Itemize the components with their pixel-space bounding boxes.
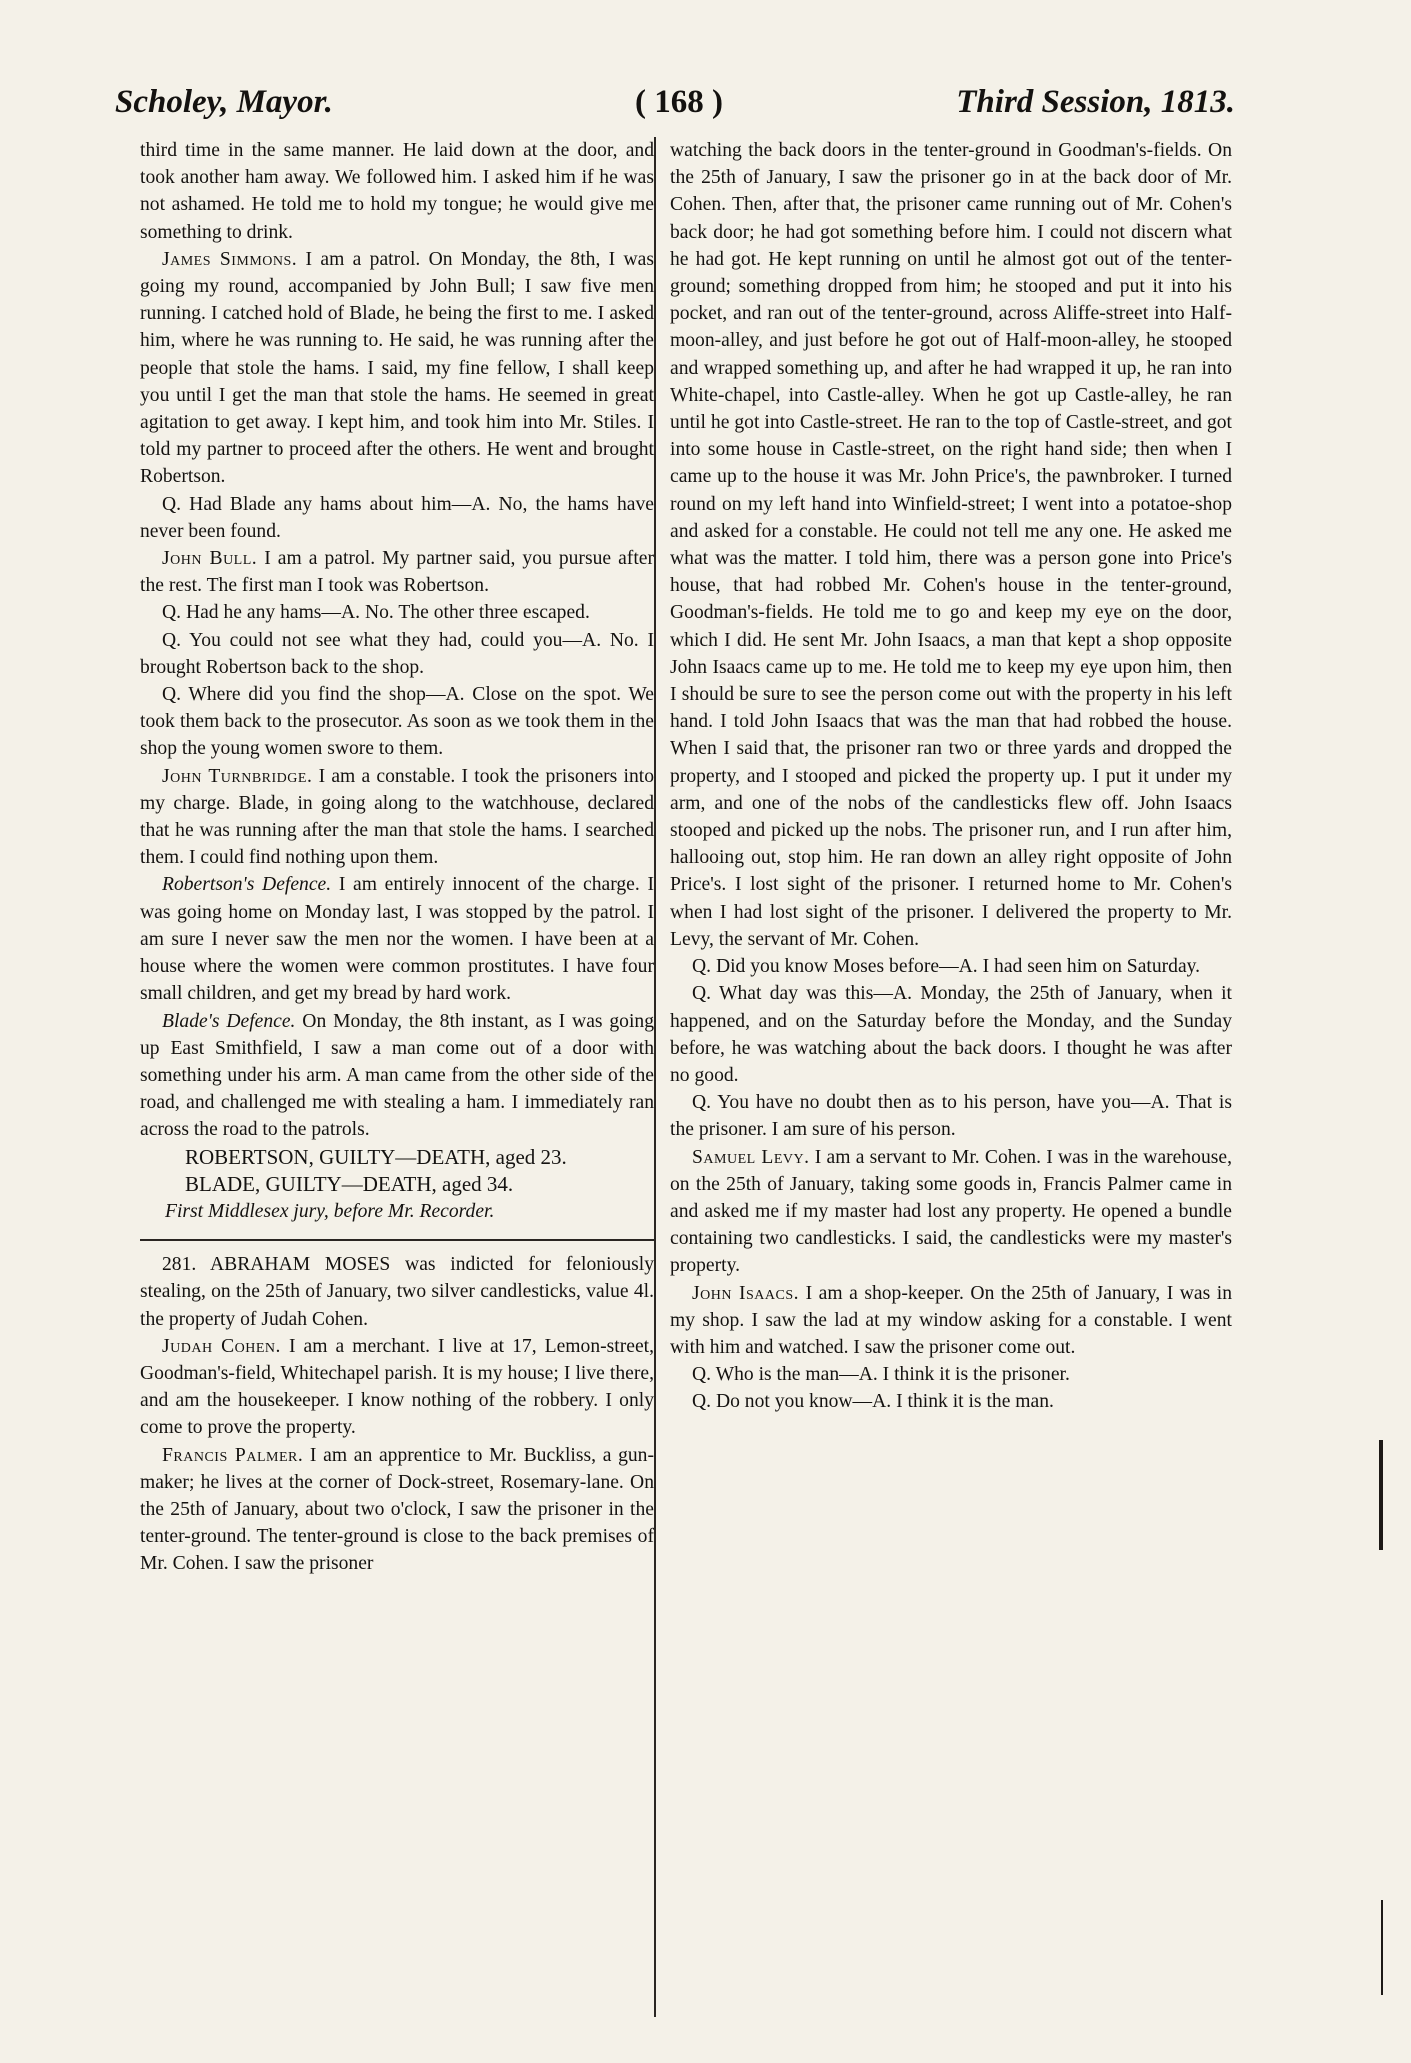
question-answer-paragraph: Q. Who is the man—A. I think it is the prisoner. bbox=[692, 1364, 1070, 1386]
page-number: ( 168 ) bbox=[635, 84, 723, 120]
defence-paragraph bbox=[140, 1008, 654, 1144]
testimony-paragraph bbox=[140, 246, 654, 491]
witness-name: John Isaacs. bbox=[692, 1282, 800, 1304]
paragraph-text: I am entirely innocent of the charge. I was going home on Monday last, I was stopped by the patrol. I am sure I never saw the men nor the women. I have been at a house where the women were common prostitutes. I have four small children, and get my bread by hard work. bbox=[140, 874, 654, 1005]
continued-paragraph: third time in the same manner. He laid down at the door, and took another ham away. We followed him. I asked him if he was not ashamed. He told me to hold my tongue; he would give me something to drink. bbox=[140, 140, 654, 243]
defence-label: Blade's Defence. bbox=[162, 1010, 296, 1032]
jury-line: First Middlesex jury, before Mr. Recorder. bbox=[165, 1200, 495, 1222]
testimony-paragraph bbox=[140, 763, 654, 872]
margin-mark bbox=[1379, 1440, 1383, 1550]
left-column bbox=[140, 137, 654, 1578]
testimony-paragraph bbox=[140, 545, 654, 599]
testimony-paragraph bbox=[670, 1280, 1232, 1362]
column-divider bbox=[654, 137, 656, 2017]
header-mayor: Scholey, Mayor. bbox=[115, 84, 333, 120]
defence-paragraph bbox=[140, 871, 654, 1007]
witness-name: John Bull. bbox=[162, 548, 258, 570]
paragraph-text: I am a servant to Mr. Cohen. I was in the warehouse, on the 25th of January, taking some goods in, Francis Palmer came in and asked me if my master had lost any property. He opened a bundle containing two candlesticks. I said, the candlesticks were my master's property. bbox=[670, 1146, 1232, 1277]
case-heading-paragraph: 281. ABRAHAM MOSES was indicted for feloniously stealing, on the 25th of January, two silver candlesticks, value 4l. the property of Judah Cohen. bbox=[140, 1254, 654, 1330]
margin-mark bbox=[1381, 1900, 1383, 1995]
question-answer-paragraph: Q. What day was this—A. Monday, the 25th of January, when it happened, and on the Saturday before the Monday, and the Sunday before, he was watching about the back doors. I thought he was after no good. bbox=[670, 983, 1232, 1086]
paragraph-text: I am a patrol. On Monday, the 8th, I was going my round, accompanied by John Bull; I saw five men running. I catched hold of Blade, he being the first to me. I asked him, where he was running to. He said, he was running after the people that stole the hams. I said, my fine fellow, I shall keep you until I get the man that stole the hams. He seemed in great agitation to get away. I kept him, and took him into Mr. Stiles. I told my partner to proceed after the others. He went and brought Robertson. bbox=[140, 248, 655, 488]
witness-name: James Simmons. bbox=[162, 248, 298, 270]
page-header bbox=[105, 78, 1235, 128]
testimony-paragraph bbox=[670, 1144, 1232, 1280]
verdict-line: ROBERTSON, GUILTY—DEATH, aged 23. bbox=[185, 1144, 567, 1169]
right-column bbox=[670, 137, 1232, 1416]
section-rule bbox=[140, 1239, 654, 1241]
paragraph-text: I am a constable. I took the prisoners into my charge. Blade, in going along to the watchhouse, declared that he was running after the man that stole the hams. I searched them. I could find nothing upon them. bbox=[140, 765, 654, 869]
question-answer-paragraph: Q. Had he any hams—A. No. The other three escaped. bbox=[162, 602, 590, 624]
question-answer-paragraph: Q. Had Blade any hams about him—A. No, the hams have never been found. bbox=[140, 493, 654, 542]
question-answer-paragraph: Q. You could not see what they had, could you—A. No. I brought Robertson back to the shop. bbox=[140, 629, 654, 678]
witness-name: Judah Cohen. bbox=[162, 1335, 281, 1357]
testimony-paragraph bbox=[140, 1333, 654, 1442]
paragraph-text: I am a merchant. I live at 17, Lemon-street, Goodman's-field, Whitechapel parish. It is my house; I live there, and am the housekeeper. I know nothing of the robbery. I only come to prove the property. bbox=[140, 1335, 654, 1439]
paragraph-text: I am a patrol. My partner said, you pursue after the rest. The first man I took was Robertson. bbox=[140, 548, 654, 597]
question-answer-paragraph: Q. Do not you know—A. I think it is the man. bbox=[692, 1391, 1054, 1413]
witness-name: Samuel Levy. bbox=[692, 1146, 810, 1168]
paragraph-text: I am a shop-keeper. On the 25th of January, I was in my shop. I saw the lad at my window asking for a constable. I went with him and watched. I saw the prisoner come out. bbox=[670, 1282, 1232, 1358]
defence-label: Robertson's Defence. bbox=[162, 874, 332, 896]
testimony-paragraph bbox=[140, 1442, 654, 1578]
verdict-line: BLADE, GUILTY—DEATH, aged 34. bbox=[185, 1171, 514, 1196]
question-answer-paragraph: Q. You have no doubt then as to his person, have you—A. That is the prisoner. I am sure of his person. bbox=[670, 1092, 1232, 1141]
paragraph-text: I am an apprentice to Mr. Buckliss, a gun-maker; he lives at the corner of Dock-street, Rosemary-lane. On the 25th of January, about two o'clock, I saw the prisoner in the tenter-ground. The tenter-ground is close to the back premises of Mr. Cohen. I saw the prisoner bbox=[140, 1444, 654, 1575]
header-session: Third Session, 1813. bbox=[956, 84, 1235, 120]
question-answer-paragraph: Q. Where did you find the shop—A. Close on the spot. We took them back to the prosecutor. As soon as we took them in the shop the young women swore to them. bbox=[140, 684, 654, 760]
continued-paragraph: watching the back doors in the tenter-ground in Goodman's-fields. On the 25th of January, I saw the prisoner go in at the back door of Mr. Cohen. Then, after that, the prisoner came running out of Mr. Cohen's back door; he had got something before him. I could not discern what he had got. He kept running on until he almost got out of the tenter-ground; something dropped from him; he stooped and put it into his pocket, and ran out of the tenter-ground, across Aliffe-street into Half-moon-alley, and just before he got out of Half-moon-alley, he stooped and wrapped something up, and after he had wrapped it up, he ran into White-chapel, into Castle-alley. When he got up Castle-alley, he ran until he got into Castle-street. He ran to the top of Castle-street, and got into some house in Castle-street, on the right hand side; then when I came up to the house it was Mr. John Price's, the pawnbroker. I turned round on my left hand into Winfield-street; I went into a potatoe-shop and asked for a constable. He could not tell me any one. He asked me what was the matter. I told him, there was a person gone into Price's house, that had robbed Mr. Cohen's house in the tenter-ground, Goodman's-fields. He told me to go and keep my eye on the door, which I did. He sent Mr. John Isaacs, a man that kept a shop opposite John Isaacs came up to me. He told me to keep my eye upon him, then I should be sure to see the person come out with the property in his left hand. I told John Isaacs that was the man that had robbed the house. When I said that, the prisoner ran two or three yards and dropped the property, and I stooped and picked the property up. I put it under my arm, and one of the nobs of the candlesticks flew off. John Isaacs stooped and picked up the nobs. The prisoner run, and I run after him, hallooing out, stop him. He ran down an alley right opposite of John Price's. I lost sight of the prisoner. I returned home to Mr. Cohen's when I had lost sight of the prisoner. I delivered the property to Mr. Levy, the servant of Mr. Cohen. bbox=[670, 140, 1232, 950]
question-answer-paragraph: Q. Did you know Moses before—A. I had seen him on Saturday. bbox=[692, 956, 1201, 978]
witness-name: Francis Palmer. bbox=[162, 1444, 304, 1466]
paragraph-text: On Monday, the 8th instant, as I was going up East Smithfield, I saw a man come out of a door with something under his arm. A man came from the other side of the road, and challenged me with stealing a ham. I immediately ran across the road to the patrols. bbox=[140, 1010, 654, 1141]
witness-name: John Turnbridge. bbox=[162, 765, 313, 787]
